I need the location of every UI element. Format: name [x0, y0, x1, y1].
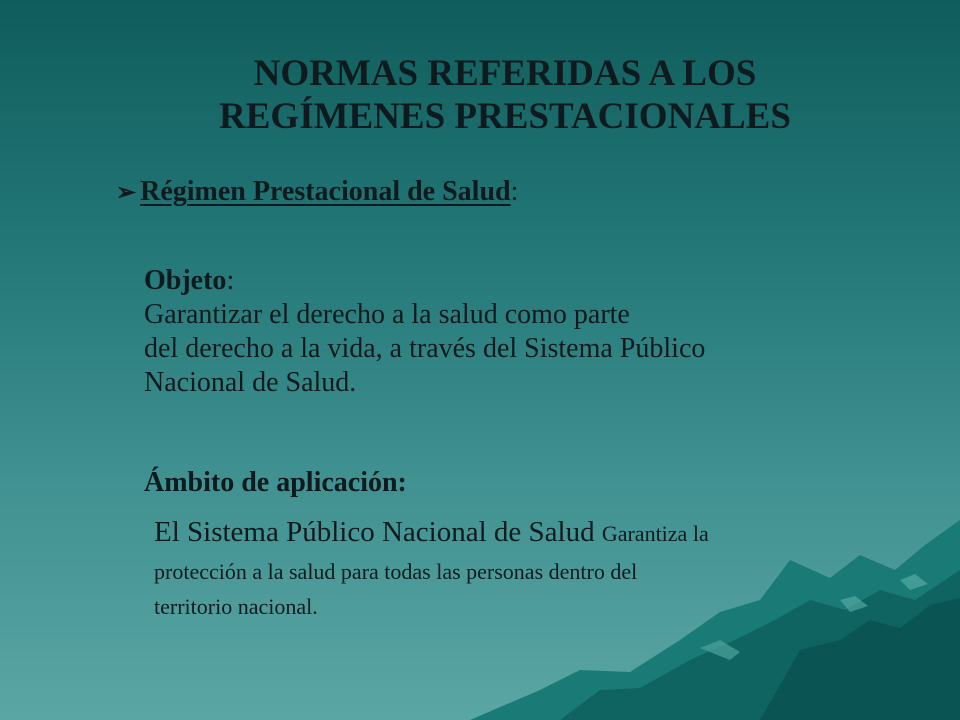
objeto-heading [144, 264, 234, 298]
slide-title-line1: NORMAS REFERIDAS A LOS [253, 53, 757, 94]
objeto-body [144, 298, 944, 400]
objeto-line-3: Nacional de Salud. [144, 367, 357, 398]
regimen-heading: Régimen Prestacional de Salud [140, 176, 511, 207]
objeto-heading-text: Objeto [144, 265, 227, 296]
ambito-heading: Ámbito de aplicación: [144, 467, 407, 498]
ambito-line-1-small: Garantiza la [601, 521, 709, 546]
objeto-colon: : [226, 265, 235, 296]
ambito-body [154, 512, 944, 624]
slide-title-line2: REGÍMENES PRESTACIONALES [219, 96, 791, 137]
slide-title [0, 52, 960, 138]
ambito-line-1 [154, 512, 944, 554]
objeto-line-1: Garantizar el derecho a la salud como parte [144, 299, 630, 330]
objeto-line-2: del derecho a la vida, a través del Sistema Público [144, 333, 706, 364]
arrow-right-icon: ➢ [116, 180, 137, 206]
ambito-line-3: territorio nacional. [154, 594, 318, 619]
regimen-colon: : [510, 176, 519, 207]
ambito-line-2: protección a la salud para todas las personas dentro del [154, 559, 638, 584]
regimen-bullet [116, 176, 518, 209]
ambito-line-1-large: El Sistema Público Nacional de Salud [154, 516, 602, 548]
